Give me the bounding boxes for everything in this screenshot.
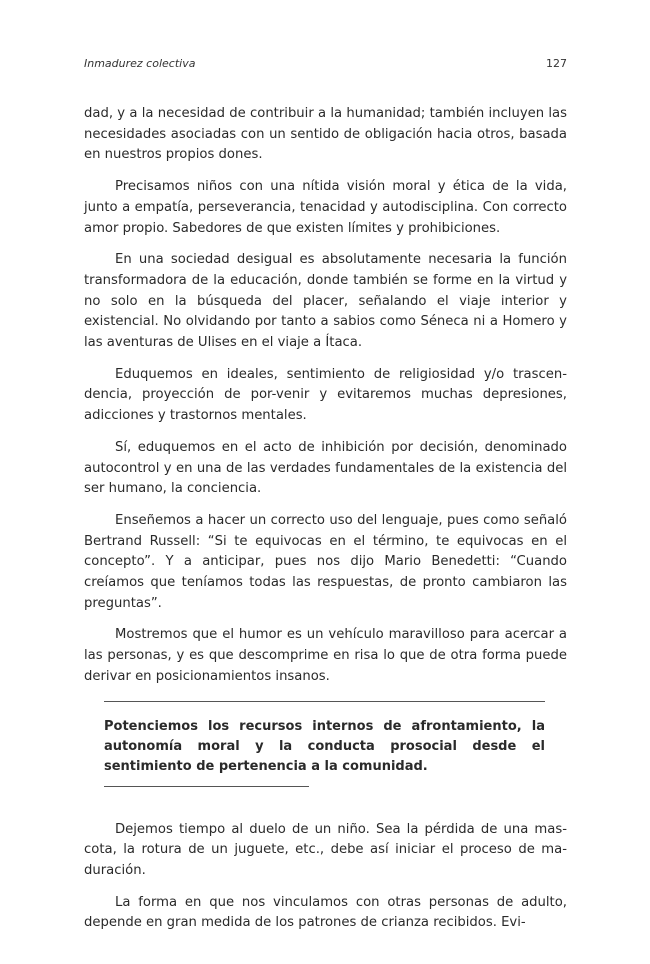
paragraph-9: La forma en que nos vinculamos con otras personas de adulto, depende en gran medida de los patrones de crianza recibidos. Evi- bbox=[84, 894, 567, 931]
paragraph-5: Sí, eduquemos en el acto de inhibición por decisión, denominado autocontrol y en una de las verdades fundamentales de la existencia del ser humano, la conciencia. bbox=[84, 439, 567, 497]
paragraph-7: Mostremos que el humor es un vehículo maravilloso para acercar a las personas, y es que descomprime en risa lo que de otra forma puede derivar en posicionamientos insanos. bbox=[84, 627, 567, 684]
paragraph-2: Precisamos niños con una nítida visión moral y ética de la vida, junto a empatía, perseverancia, tenacidad y autodisciplina. Con correcto amor propio. Sabedores de que existen límites y prohibiciones. bbox=[84, 179, 567, 236]
page-body bbox=[84, 104, 567, 945]
running-header bbox=[84, 57, 567, 70]
paragraph-8: Dejemos tiempo al duelo de un niño. Sea la pérdida de una mascota, la rotura de un juguete, etc., debe así iniciar el proceso de maduración. bbox=[84, 821, 567, 878]
running-title: Inmadurez colectiva bbox=[84, 57, 196, 70]
paragraph-3: En una sociedad desigual es absolutamente necesaria la función transformadora de la educación, donde también se forme en la virtud y no solo en la búsqueda del placer, señalando el viaje interior y existencial. No olvidando por tanto a sabios como Séneca ni a Homero y las aventuras de Ulises en el viaje a Ítaca. bbox=[84, 252, 567, 351]
pull-quote-top-rule bbox=[104, 701, 545, 702]
pull-quote-text: Potenciemos los recursos internos de afrontamiento, la autonomía moral y la conducta prosocial desde el sentimiento de pertenencia a la comunidad. bbox=[104, 718, 545, 774]
paragraph-4: Eduquemos en ideales, sentimiento de religiosidad y/o trascendencia, proyección de por-venir y evitaremos muchas depresiones, adicciones y trastornos mentales. bbox=[84, 366, 567, 424]
paragraph-1: dad, y a la necesidad de contribuir a la humanidad; también incluyen las necesidades asociadas con un sentido de obligación hacia otros, basada en nuestros propios dones. bbox=[84, 106, 567, 163]
paragraph-6: Enseñemos a hacer un correcto uso del lenguaje, pues como señaló Bertrand Russell: “Si te equivocas en el término, te equivocas en el concepto”. Y a anticipar, pues nos dijo Mario Benedetti: “Cuando creíamos que teníamos todas las respuestas, de pronto cambiaron las preguntas”. bbox=[84, 512, 567, 611]
pull-quote bbox=[104, 701, 545, 787]
pull-quote-bottom-rule bbox=[104, 786, 309, 787]
page-number: 127 bbox=[546, 57, 567, 70]
